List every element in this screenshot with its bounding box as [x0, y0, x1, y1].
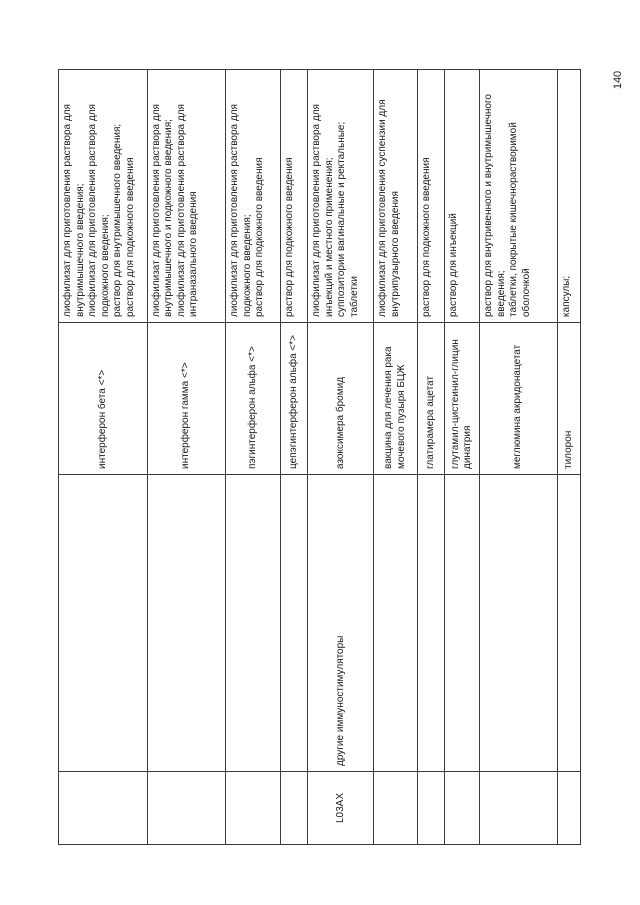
dosage-form-line: раствор для инъекций [448, 213, 460, 317]
drug-table [58, 69, 581, 845]
dosage-form-cell [557, 70, 580, 323]
table-row [480, 70, 558, 845]
table-row [281, 70, 308, 845]
drug-name-cell: цепэгинтерферон альфа <*> [281, 323, 308, 475]
table-row [308, 70, 374, 845]
dosage-form-line: лиофилизат для приготовления раствора для внутримышечного и подкожного введения; [150, 104, 175, 317]
dosage-form-line: раствор для подкожного введения [124, 157, 136, 317]
atc-code-cell [59, 772, 148, 845]
drug-name-cell: азоксимера бромид [308, 323, 374, 475]
drug-name-cell: меглюмина акридонацетат [480, 323, 558, 475]
table-row [445, 70, 480, 845]
drug-group-cell [281, 475, 308, 772]
dosage-form-line: таблетки [348, 276, 360, 317]
dosage-form-line: лиофилизат для приготовления раствора для внутримышечного введения; [62, 104, 86, 317]
dosage-form-line: лиофилизат для приготовления раствора для подкожного введения; [229, 104, 253, 317]
atc-code-cell [417, 772, 444, 845]
dosage-form-line: лиофилизат для приготовления суспензии для внутрипузырного введения [377, 99, 401, 317]
dosage-form-cell [445, 70, 480, 323]
dosage-form-line: суппозитории вагинальные и ректальные; [336, 121, 348, 317]
atc-code-cell [557, 772, 580, 845]
table-row [59, 70, 148, 845]
table-row [226, 70, 281, 845]
table-row [374, 70, 418, 845]
atc-code-cell [374, 772, 418, 845]
drug-name-cell: глутамил-цистеинил-глицин динатрия [445, 323, 480, 475]
drug-name-cell: интерферон бета <*> [59, 323, 148, 475]
drug-group-cell [147, 475, 226, 772]
dosage-form-cell [417, 70, 444, 323]
rotated-table-container [58, 70, 581, 845]
atc-code-cell [445, 772, 480, 845]
drug-name-cell: тилорон [557, 323, 580, 475]
drug-name-cell: пэгинтерферон альфа <*> [226, 323, 281, 475]
drug-group-cell [226, 475, 281, 772]
dosage-form-line: раствор для внутримышечного введения; [112, 123, 123, 317]
dosage-form-line: раствор для подкожного введения [284, 157, 296, 317]
table-row [417, 70, 444, 845]
dosage-form-line: раствор для подкожного введения [420, 157, 432, 317]
drug-name-cell: интерферон гамма <*> [147, 323, 226, 475]
drug-group-cell [480, 475, 558, 772]
drug-group-cell [445, 475, 480, 772]
dosage-form-line: капсулы; [560, 275, 572, 317]
page-number-text: 140 [611, 70, 624, 90]
dosage-form-line: таблетки, покрытые кишечнорастворимой оболочкой [508, 122, 532, 317]
dosage-form-cell [281, 70, 308, 323]
drug-group-cell [557, 475, 580, 772]
atc-code-cell [480, 772, 558, 845]
dosage-form-line: раствор для подкожного введения [254, 157, 266, 317]
dosage-form-line: лиофилизат для приготовления раствора для инъекций и местного применения; [311, 104, 335, 317]
page-number [607, 65, 629, 95]
dosage-form-line: лиофилизат для приготовления раствора для подкожного введения; [87, 104, 111, 317]
table-row [557, 70, 580, 845]
drug-group-cell [417, 475, 444, 772]
dosage-form-cell [374, 70, 418, 323]
atc-code-cell [281, 772, 308, 845]
dosage-form-cell [480, 70, 558, 323]
dosage-form-line: раствор для внутривенного и внутримышечного введения; [483, 94, 507, 317]
drug-name-cell: вакцина для лечения рака мочевого пузыря БЦЖ [374, 323, 418, 475]
table-row [147, 70, 226, 845]
dosage-form-cell [226, 70, 281, 323]
atc-code-cell [147, 772, 226, 845]
atc-code-cell: L03AX [308, 772, 374, 845]
drug-group-cell [374, 475, 418, 772]
drug-name-cell: глатирамера ацетат [417, 323, 444, 475]
dosage-form-cell [308, 70, 374, 323]
drug-group-cell [59, 475, 148, 772]
dosage-form-cell [147, 70, 226, 323]
dosage-form-cell [59, 70, 148, 323]
dosage-form-line: лиофилизат для приготовления раствора для интраназального введения [175, 104, 200, 317]
drug-group-cell: другие иммуностимуляторы [308, 475, 374, 772]
atc-code-cell [226, 772, 281, 845]
